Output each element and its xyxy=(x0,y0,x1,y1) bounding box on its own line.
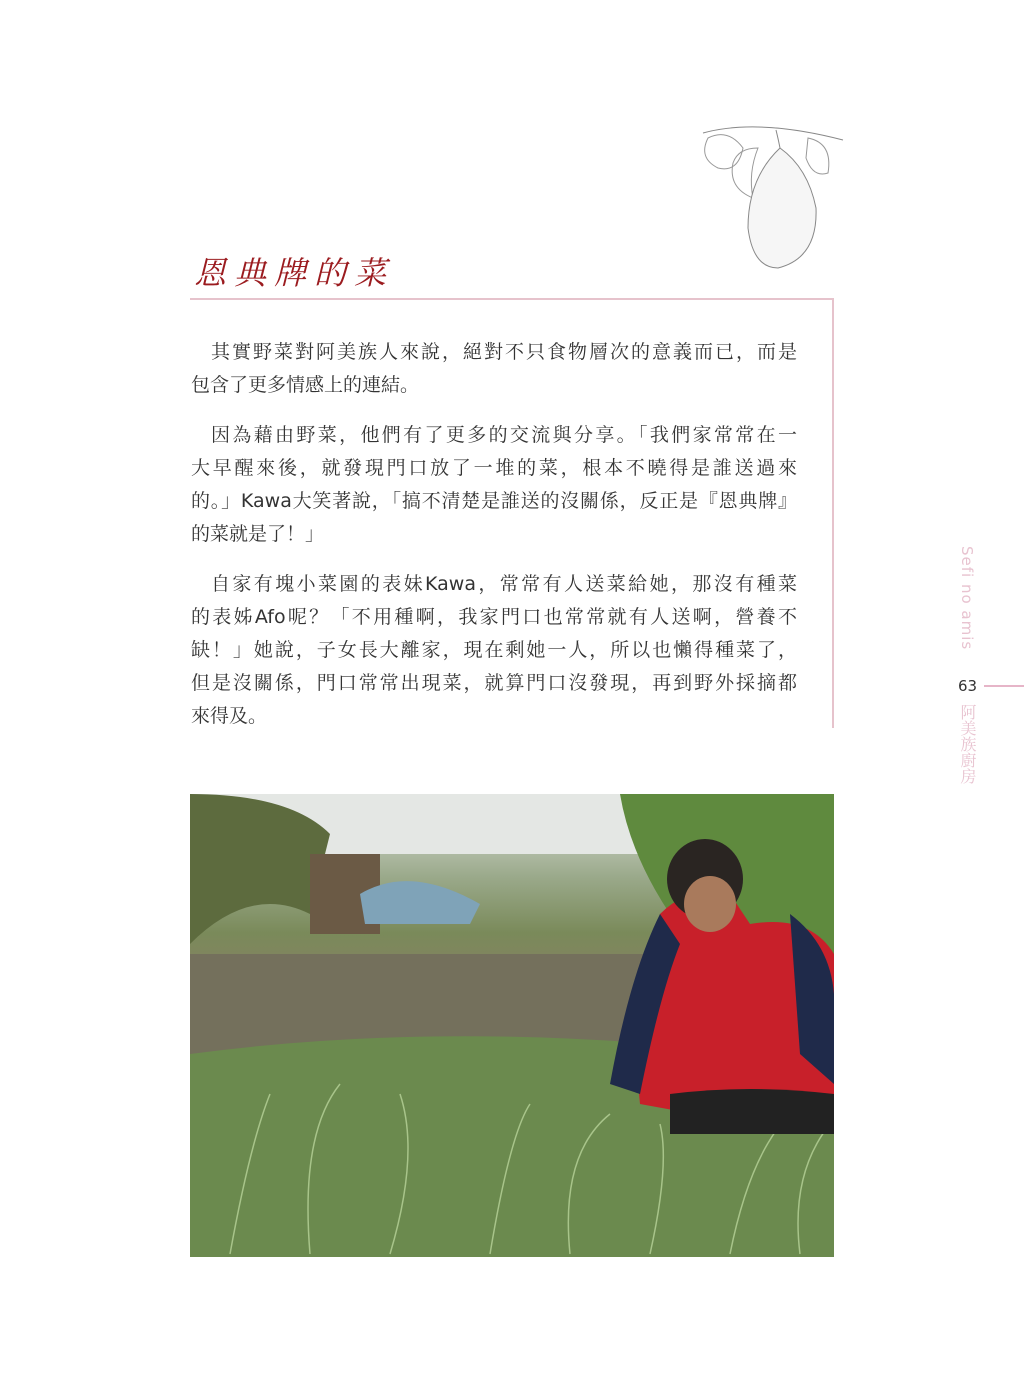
text-line: 來得及。 xyxy=(191,705,268,727)
paragraph xyxy=(191,568,797,733)
body-text xyxy=(191,336,797,750)
text-line: 其實野菜對阿美族人來說，絕對不只食物層次的意義而已，而是 xyxy=(211,341,797,363)
title-rule xyxy=(190,298,834,300)
text-line: 的。」Kawa大笑著說，「搞不清楚是誰送的沒關係，反正是『恩典牌』 xyxy=(191,490,797,512)
text-line: 的菜就是了！」 xyxy=(191,523,325,545)
text-line: 自家有塊小菜園的表妹Kawa，常常有人送菜給她，那沒有種菜 xyxy=(211,573,797,595)
text-line: 的表姊Afo呢？「不用種啊，我家門口也常常就有人送啊，營養不 xyxy=(191,606,797,628)
running-title-chinese: 阿美族廚房 xyxy=(958,704,977,784)
paragraph xyxy=(191,419,797,551)
text-line: 大早醒來後，就發現門口放了一堆的菜，根本不曉得是誰送過來 xyxy=(191,457,797,479)
text-line: 包含了更多情感上的連結。 xyxy=(191,374,420,396)
page-number-rule xyxy=(984,685,1024,687)
running-title-english: Sefi no amis xyxy=(958,546,976,651)
text-line: 因為藉由野菜，他們有了更多的交流與分享。「我們家常常在一 xyxy=(211,424,797,446)
garden-photo xyxy=(190,794,834,1257)
gourd-sketch-illustration xyxy=(698,118,848,273)
section-title: 恩典牌的菜 xyxy=(194,254,395,292)
paragraph xyxy=(191,336,797,402)
text-line: 缺！」她說，子女長大離家，現在剩她一人，所以也懶得種菜了， xyxy=(191,639,797,661)
side-rule xyxy=(832,298,834,728)
page-number: 63 xyxy=(958,677,978,695)
text-line: 但是沒關係，門口常常出現菜，就算門口沒發現，再到野外採摘都 xyxy=(191,672,797,694)
